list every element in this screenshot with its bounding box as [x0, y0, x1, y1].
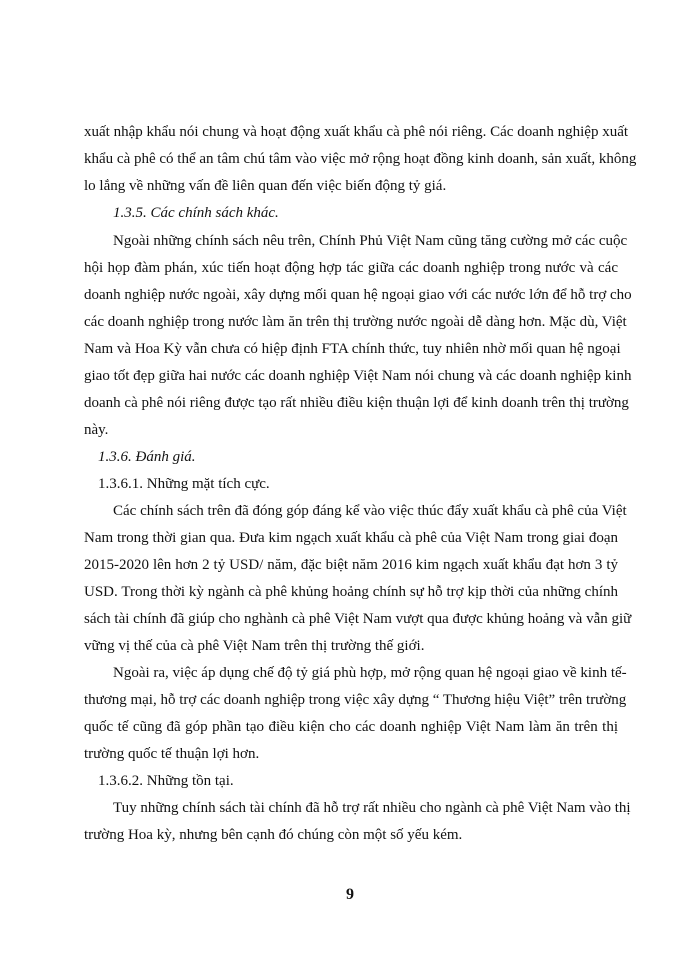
body-text-line: Tuy những chính sách tài chính đã hỗ trợ rất nhiều cho ngành cà phê Việt Nam vào thị: [113, 800, 631, 816]
body-text-line: xuất nhập khẩu nói chung và hoạt động xuất khẩu cà phê nói riêng. Các doanh nghiệp xuất: [84, 124, 629, 140]
body-text-line: này.: [84, 422, 109, 438]
section-heading-1-3-5: 1.3.5. Các chính sách khác.: [113, 205, 279, 221]
body-text-line: vững vị thế của cà phê Việt Nam trên thị trường thế giới.: [84, 638, 425, 654]
body-text-line: giao tốt đẹp giữa hai nước các doanh nghiệp Việt Nam nói chung và các doanh nghiệp kinh: [84, 368, 632, 384]
body-text-line: USD. Trong thời kỳ ngành cà phê khủng hoảng chính sự hỗ trợ kịp thời của những chính: [84, 584, 618, 600]
body-text-line: quốc tế cũng đã góp phần tạo điều kiện cho các doanh nghiệp Việt Nam làm ăn trên thị: [84, 719, 618, 735]
body-text-line: 2015-2020 lên hơn 2 tỷ USD/ năm, đặc biệt năm 2016 kim ngạch xuất khẩu đạt hơn 3 tỷ: [84, 557, 618, 573]
body-text-line: doanh cà phê nói riêng được tạo rất nhiều điều kiện thuận lợi để kinh doanh trên thị trường: [84, 395, 629, 411]
body-text-line: các doanh nghiệp trong nước làm ăn trên thị trường nước ngoài dễ dàng hơn. Mặc dù, Việt: [84, 314, 627, 330]
body-text-line: khẩu cà phê có thể an tâm chú tâm vào việc mở rộng hoạt đồng kinh doanh, sản xuất, không: [84, 151, 637, 167]
body-text-line: doanh nghiệp nước ngoài, xây dựng mối quan hệ ngoại giao với các nước lớn để hỗ trợ cho: [84, 287, 632, 303]
body-text-line: sách tài chính đã giúp cho nghành cà phê Việt Nam vượt qua được khủng hoảng và vẫn giữ: [84, 611, 632, 627]
section-heading-1-3-6: 1.3.6. Đánh giá.: [98, 449, 196, 465]
body-text-line: trường quốc tế thuận lợi hơn.: [84, 746, 260, 762]
body-text-line: Nam và Hoa Kỳ vẫn chưa có hiệp định FTA chính thức, tuy nhiên nhờ mối quan hệ ngoại: [84, 341, 621, 357]
body-text-line: lo lắng về những vấn đề liên quan đến việc biến động tỷ giá.: [84, 178, 447, 194]
body-text-line: hội họp đàm phán, xúc tiến hoạt động hợp tác giữa các doanh nghiệp trong nước và các: [84, 260, 618, 276]
body-text-line: Nam trong thời gian qua. Đưa kim ngạch xuất khẩu cà phê của Việt Nam trong giai đoạn: [84, 530, 618, 546]
body-text-line: trường Hoa kỳ, nhưng bên cạnh đó chúng còn một số yếu kém.: [84, 827, 463, 843]
body-text-line: Ngoài ra, việc áp dụng chế độ tỷ giá phù hợp, mở rộng quan hệ ngoại giao về kinh tế-: [113, 665, 627, 681]
body-text-line: Ngoài những chính sách nêu trên, Chính Phủ Việt Nam cũng tăng cường mở các cuộc: [113, 233, 628, 249]
subsection-heading-1-3-6-2: 1.3.6.2. Những tồn tại.: [98, 773, 234, 789]
page-number: 9: [346, 886, 354, 903]
subsection-heading-1-3-6-1: 1.3.6.1. Những mặt tích cực.: [98, 476, 270, 492]
body-text-line: thương mại, hỗ trợ các doanh nghiệp trong việc xây dựng “ Thương hiệu Việt” trên trường: [84, 692, 627, 708]
body-text-line: Các chính sách trên đã đóng góp đáng kể vào việc thúc đẩy xuất khẩu cà phê của Việt: [113, 503, 627, 519]
